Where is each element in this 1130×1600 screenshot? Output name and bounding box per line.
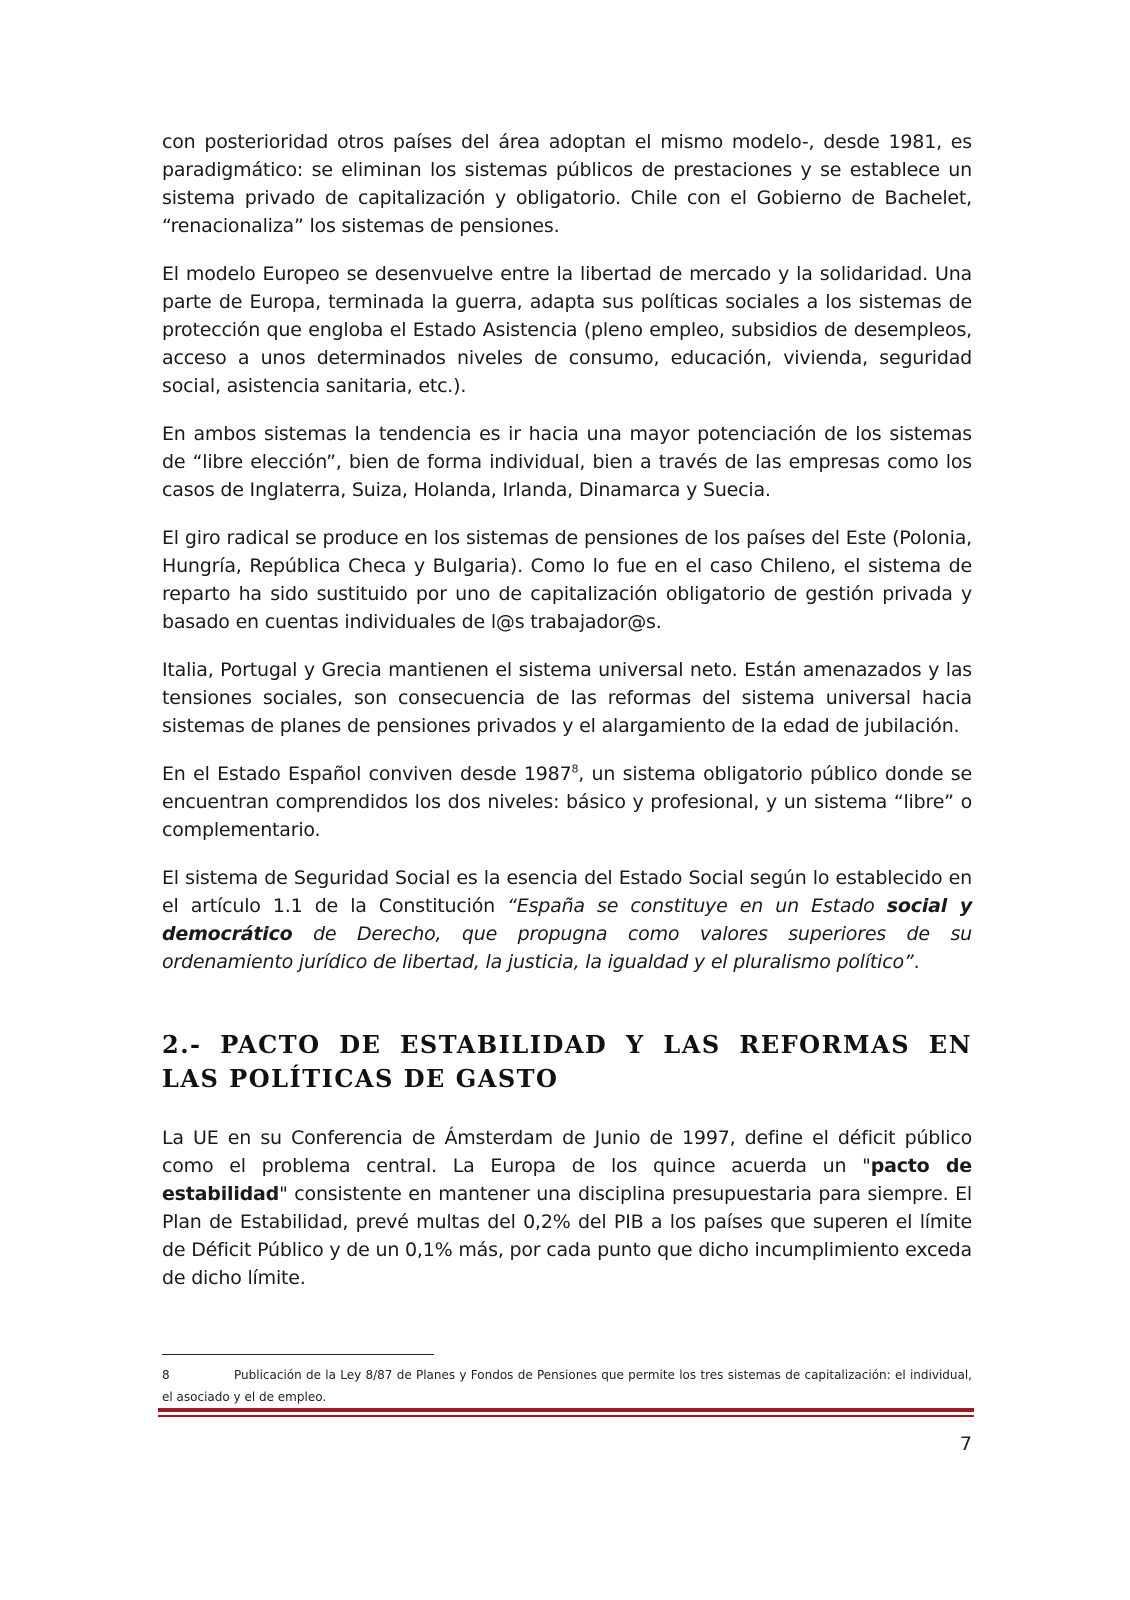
paragraph-spanish-state-text: En el Estado Español conviven desde 1987 — [162, 763, 572, 785]
footnote-separator — [162, 1354, 434, 1355]
body-text — [162, 128, 972, 1312]
constitution-quote-end: de Derecho, que propugna como valores superiores de su ordenamiento jurídico de libertad, la justicia, la igualdad y el pluralismo político” — [162, 923, 972, 973]
paragraph-spanish-state-continuation: , un sistema obligatorio público donde se encuentran comprendidos los dos niveles: básico y profesional, y un sistema “libre” o complementario. — [162, 763, 972, 841]
footnote-reference[interactable]: 8 — [571, 762, 579, 776]
stability-pact-continuation: " consistente en mantener una disciplina presupuestaria para siempre. El Plan de Estabilidad, prevé multas del 0,2% del PIB a los países que superen el límite de Déficit Público y de un 0,1% más, por cada punto que dicho incumplimiento exceda de dicho límite. — [162, 1183, 972, 1289]
stability-pact-text: La UE en su Conferencia de Ámsterdam de Junio de 1997, define el déficit público como el problema central. La Europa de los quince acuerda un " — [162, 1127, 972, 1177]
footer-band-thin — [158, 1415, 974, 1417]
footer-band-thick — [158, 1408, 974, 1412]
stability-pact-emphasis: pacto de estabilidad — [162, 1155, 972, 1205]
paragraph-eastern-countries: El giro radical se produce en los sistemas de pensiones de los países del Este (Polonia, Hungría, República Checa y Bulgaria). Como lo fue en el caso Chileno, el sistema de reparto ha sido sustituido por uno de capitalización obligatorio de gestión privada y basado en cuentas individuales de l@s trabajador@s. — [162, 527, 972, 633]
constitution-quote-start: “España se constituye en un Estado — [507, 895, 887, 917]
paragraph-spanish-state — [162, 760, 972, 844]
paragraph-constitution — [162, 864, 972, 976]
constitution-lead: El sistema de Seguridad Social es la esencia del Estado Social según lo establecido en el artículo 1.1 de la Constitución — [162, 867, 972, 917]
footnote-number: 8 — [162, 1368, 170, 1382]
paragraph-stability-pact — [162, 1124, 972, 1292]
paragraph-european-model: El modelo Europeo se desenvuelve entre la libertad de mercado y la solidaridad. Una parte de Europa, terminada la guerra, adapta sus políticas sociales a los sistemas de protección que engloba el Estado Asistencia (pleno empleo, subsidios de desempleos, acceso a unos determinados niveles de consumo, educación, vivienda, seguridad social, asistencia sanitaria, etc.). — [162, 263, 972, 397]
paragraph-chile-model: con posterioridad otros países del área adoptan el mismo modelo-, desde 1981, es paradigmático: se eliminan los sistemas públicos de prestaciones y se establece un sistema privado de capitalización y obligatorio. Chile con el Gobierno de Bachelet, “renacionaliza” los sistemas de pensiones. — [162, 131, 972, 237]
constitution-quote-emphasis: social y democrático — [162, 895, 973, 945]
page-number: 7 — [959, 1433, 972, 1455]
constitution-tail: . — [913, 951, 920, 973]
section-heading: 2.- PACTO DE ESTABILIDAD Y LAS REFORMAS EN LAS POLÍTICAS DE GASTO — [162, 1030, 972, 1093]
paragraph-southern-countries: Italia, Portugal y Grecia mantienen el sistema universal neto. Están amenazados y las tensiones sociales, son consecuencia de las reformas del sistema universal hacia sistemas de planes de pensiones privados y el alargamiento de la edad de jubilación. — [162, 659, 972, 737]
paragraph-free-choice: En ambos sistemas la tendencia es ir hacia una mayor potenciación de los sistemas de “libre elección”, bien de forma individual, bien a través de las empresas como los casos de Inglaterra, Suiza, Holanda, Irlanda, Dinamarca y Suecia. — [162, 423, 972, 501]
footnote — [162, 1364, 972, 1408]
footnote-text: Publicación de la Ley 8/87 de Planes y Fondos de Pensiones que permite los tres sistemas de capitalización: el individual, el asociado y el de empleo. — [162, 1368, 972, 1404]
